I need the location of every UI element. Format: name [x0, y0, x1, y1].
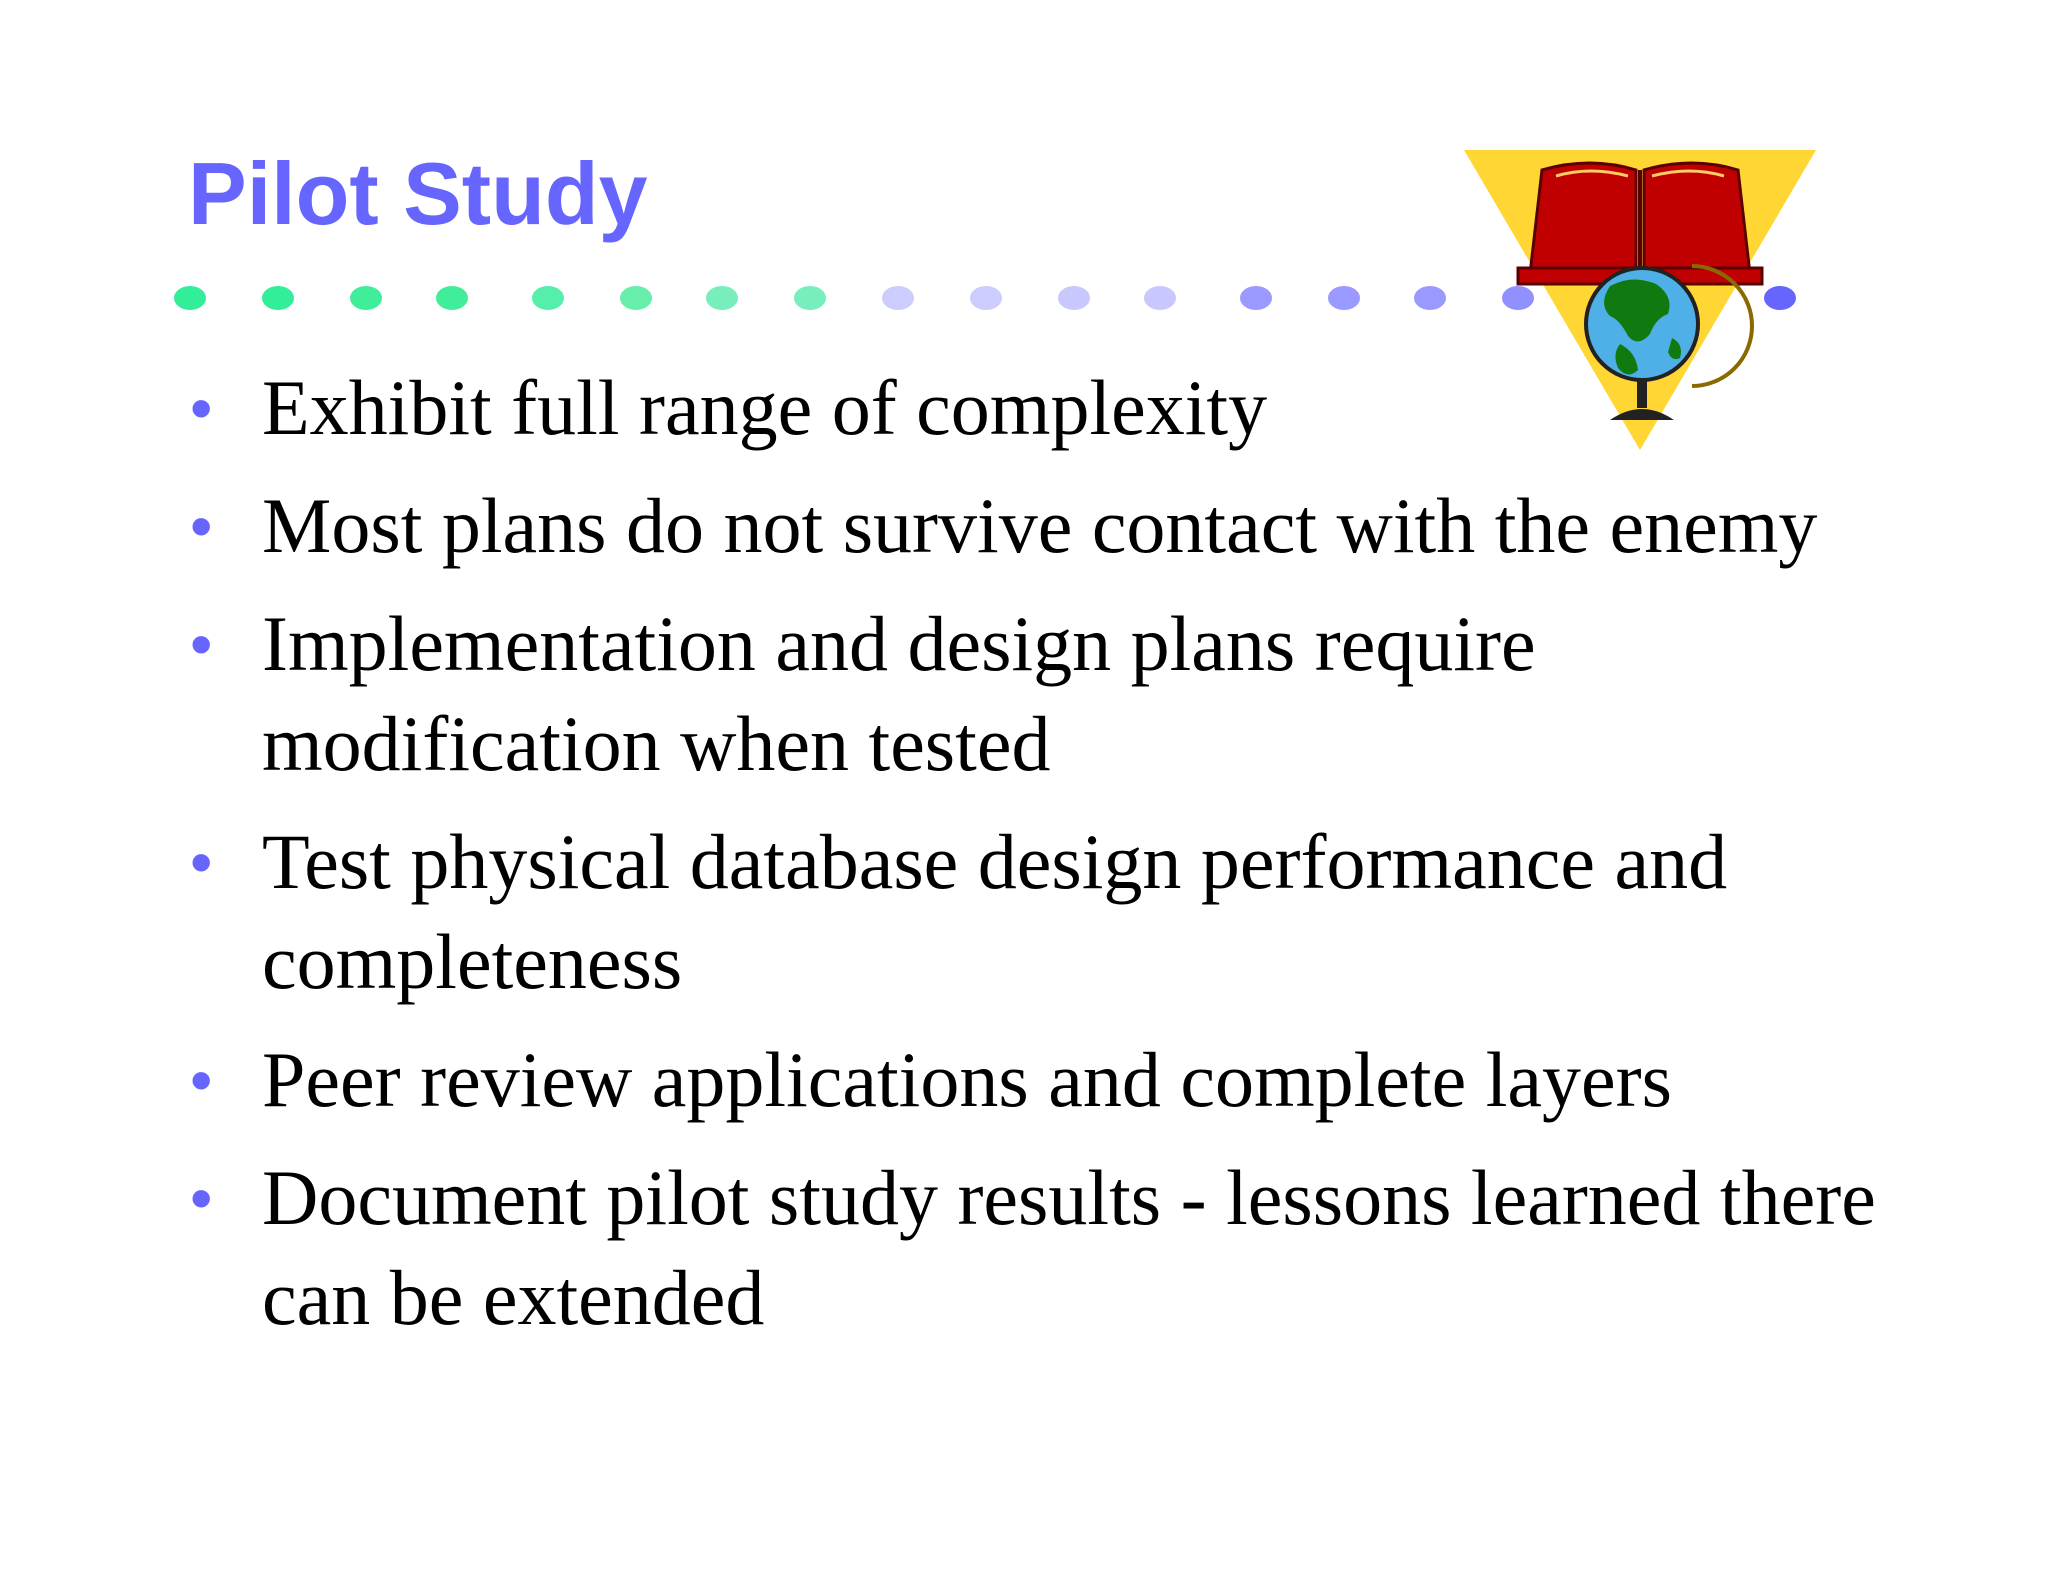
- bullet-marker: •: [190, 1162, 213, 1234]
- bullet-marker: •: [190, 826, 213, 898]
- bullet-marker: •: [190, 608, 213, 680]
- bullet-text: Most plans do not survive contact with the enemy: [262, 482, 1818, 569]
- bullet-item: [190, 476, 1910, 576]
- slide-title: Pilot Study: [188, 144, 648, 243]
- bullet-list: [190, 358, 1910, 1366]
- bullet-text: Document pilot study results - lessons learned there can be extended: [262, 1154, 1876, 1341]
- bullet-item: [190, 594, 1910, 794]
- bullet-text: Implementation and design plans require modification when tested: [262, 600, 1536, 787]
- bullet-text: Test physical database design performance and completeness: [262, 818, 1728, 1005]
- bullet-item: [190, 1148, 1910, 1348]
- bullet-marker: •: [190, 372, 213, 444]
- bullet-marker: •: [190, 1044, 213, 1116]
- bullet-item: [190, 1030, 1910, 1130]
- bullet-text: Peer review applications and complete layers: [262, 1036, 1672, 1123]
- divider-dots-lavender: [882, 286, 1176, 310]
- book-icon: [1518, 163, 1762, 284]
- bullet-item: [190, 812, 1910, 1012]
- divider-dots-green: [174, 286, 826, 310]
- bullet-item: [190, 358, 1910, 458]
- bullet-marker: •: [190, 490, 213, 562]
- bullet-text: Exhibit full range of complexity: [262, 364, 1268, 451]
